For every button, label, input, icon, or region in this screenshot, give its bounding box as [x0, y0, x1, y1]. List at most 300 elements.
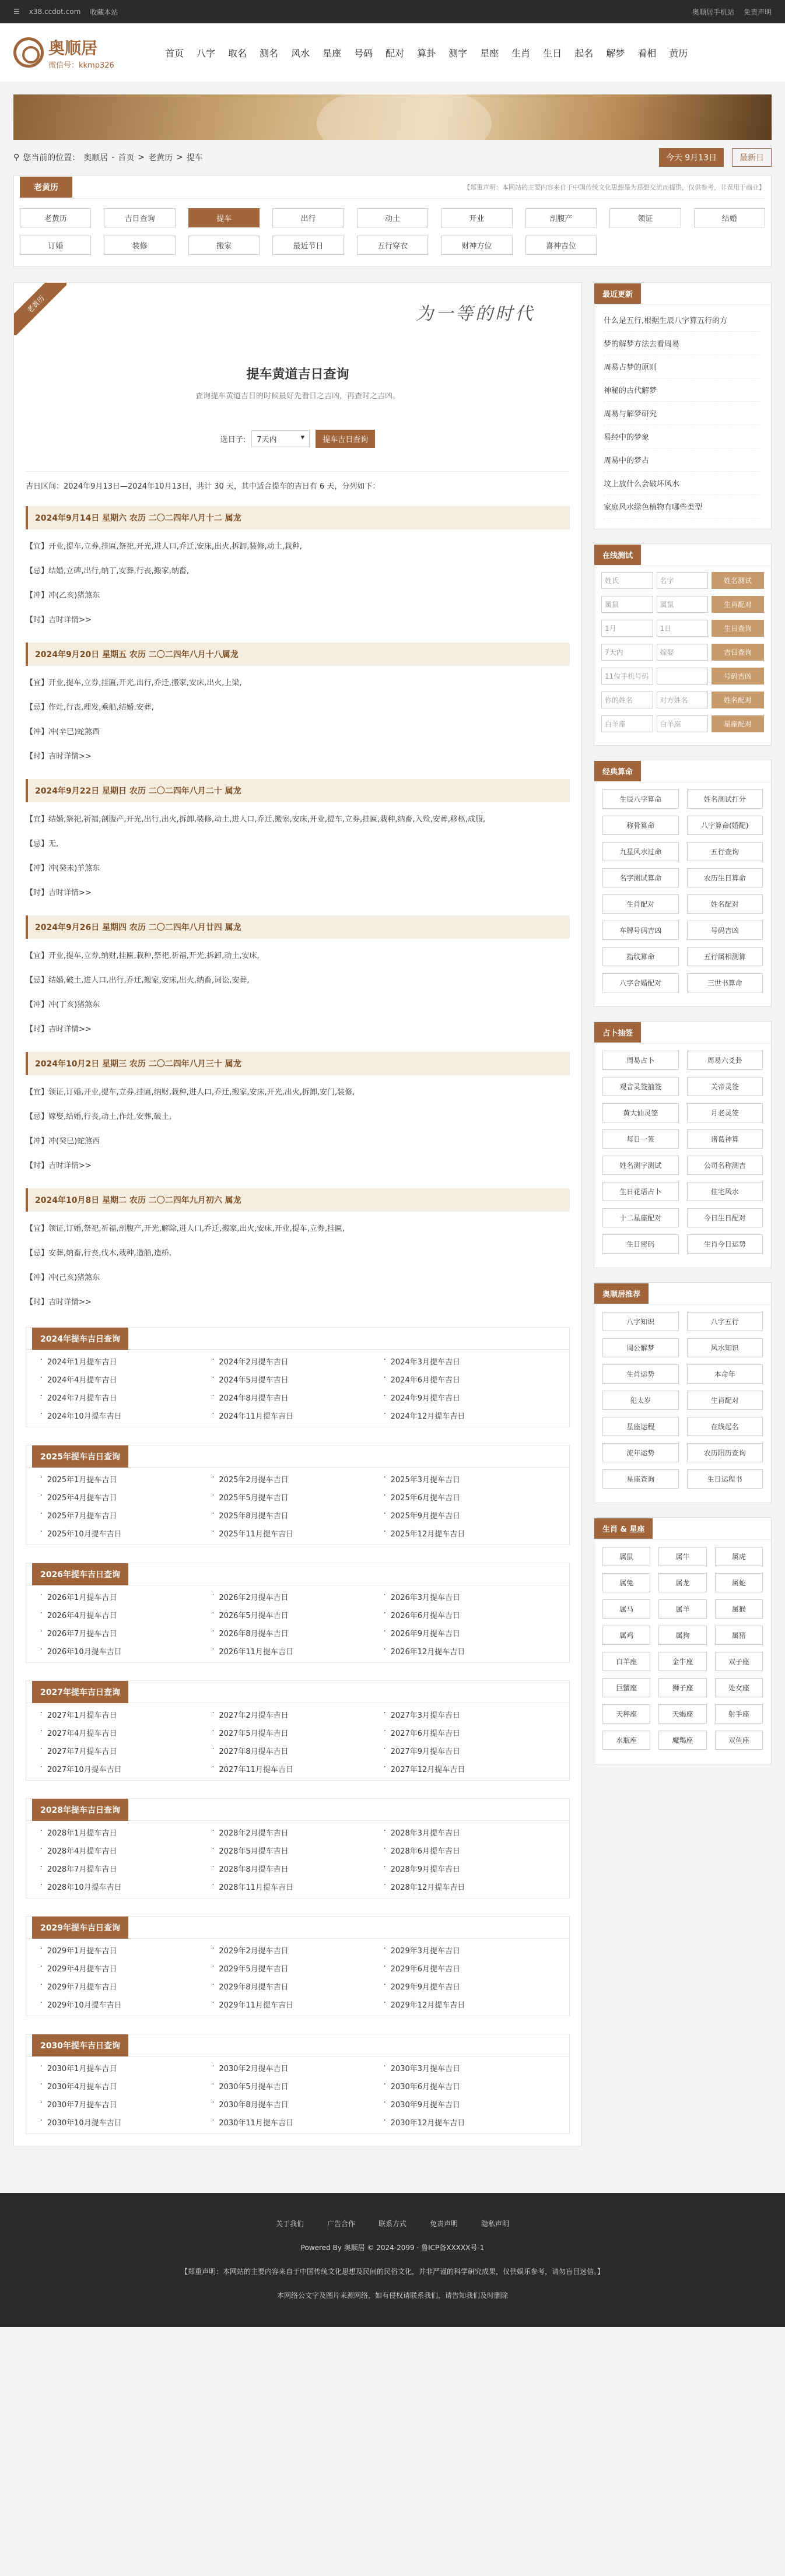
almanac-item[interactable]: 订婚 [20, 236, 91, 255]
day-yi: 【宜】开业,提车,立券,挂匾,祭祀,开光,进人口,乔迁,安床,出火,拆卸,装修,动土,栽种, [26, 542, 302, 551]
month-link[interactable]: · 2030年3月提车吉日 [384, 2062, 555, 2073]
test-field-a[interactable]: 姓氏 [601, 572, 653, 589]
month-link[interactable]: · 2024年9月提车吉日 [384, 1392, 555, 1403]
month-link[interactable]: · 2024年6月提车吉日 [384, 1374, 555, 1385]
month-link[interactable]: · 2027年11月提车吉日 [212, 1763, 383, 1774]
zodiac-item[interactable]: 魔羯座 [658, 1731, 706, 1750]
zodiac-item[interactable]: 狮子座 [658, 1678, 706, 1697]
divin-item[interactable]: 姓名测字测试 [602, 1156, 679, 1175]
crumb-almanac[interactable]: 老黄历 [148, 153, 173, 163]
month-link[interactable]: · 2030年12月提车吉日 [384, 2117, 555, 2128]
nav-item[interactable]: 生肖 [511, 47, 531, 59]
month-link[interactable]: · 2030年5月提车吉日 [212, 2080, 383, 2091]
divin-item[interactable]: 今日生日配对 [687, 1208, 763, 1227]
zodiac-item[interactable]: 属狗 [658, 1626, 706, 1645]
month-link[interactable]: · 2027年2月提车吉日 [212, 1709, 383, 1720]
nav-item[interactable]: 风水 [291, 47, 310, 59]
month-link[interactable]: · 2029年10月提车吉日 [40, 1999, 212, 2010]
footer-link[interactable]: 广告合作 [327, 2220, 355, 2228]
classic-item[interactable]: 九星风水过命 [602, 842, 679, 861]
main-nav [159, 43, 772, 63]
year-block [26, 1680, 570, 1781]
recommend-item[interactable]: 星座运程 [602, 1417, 679, 1436]
header [0, 23, 785, 82]
favorite-link[interactable]: 收藏本站 [90, 8, 118, 16]
month-link[interactable]: · 2026年6月提车吉日 [384, 1609, 555, 1620]
day-shi[interactable]: 【时】吉时详情>> [26, 889, 92, 897]
day-chong: 【冲】冲(辛巳)蛇煞西 [26, 728, 100, 736]
nav-item[interactable]: 看相 [637, 47, 657, 59]
test-button[interactable]: 姓名测试 [712, 572, 764, 589]
nav-item[interactable]: 算卦 [417, 47, 436, 59]
test-field-b[interactable]: 属鼠 [657, 596, 709, 613]
month-link[interactable]: · 2024年12月提车吉日 [384, 1410, 555, 1421]
almanac-item[interactable]: 老黄历 [20, 208, 91, 227]
month-link[interactable]: · 2026年9月提车吉日 [384, 1627, 555, 1638]
month-link[interactable]: · 2027年10月提车吉日 [40, 1763, 212, 1774]
page-title: 提车黄道吉日查询 [246, 367, 349, 382]
month-link[interactable]: · 2030年1月提车吉日 [40, 2062, 212, 2073]
online-title: 在线测试 [594, 545, 641, 565]
recommend-item[interactable]: 本命年 [687, 1364, 763, 1384]
zodiac-box [594, 1517, 772, 1764]
classic-item[interactable]: 称骨算命 [602, 816, 679, 835]
latest-day-button[interactable]: 最新日 [732, 148, 772, 167]
month-link[interactable]: · 2028年1月提车吉日 [40, 1827, 212, 1838]
month-link[interactable]: · 2028年2月提车吉日 [212, 1827, 383, 1838]
nav-item[interactable]: 取名 [228, 47, 247, 59]
month-link[interactable]: · 2029年8月提车吉日 [212, 1981, 383, 1992]
day-chong: 【冲】冲(己亥)猪煞东 [26, 1273, 100, 1282]
test-button[interactable]: 生日查询 [712, 620, 764, 637]
month-link[interactable]: · 2025年5月提车吉日 [212, 1491, 383, 1503]
month-link[interactable]: · 2025年7月提车吉日 [40, 1510, 212, 1521]
zodiac-title: 生肖 & 星座 [594, 1518, 653, 1539]
month-link[interactable]: · 2025年6月提车吉日 [384, 1491, 555, 1503]
almanac-item[interactable]: 结婚 [694, 208, 765, 227]
almanac-item[interactable]: 开业 [441, 208, 512, 227]
recommend-item[interactable]: 星座查询 [602, 1469, 679, 1489]
day-chong: 【冲】冲(癸未)羊煞东 [26, 864, 100, 873]
month-link[interactable]: · 2024年1月提车吉日 [40, 1356, 212, 1367]
month-link[interactable]: · 2027年5月提车吉日 [212, 1727, 383, 1738]
divin-item[interactable]: 生肖今日运势 [687, 1234, 763, 1254]
zodiac-item[interactable]: 属马 [602, 1599, 650, 1619]
month-link[interactable]: · 2028年6月提车吉日 [384, 1845, 555, 1856]
nav-item[interactable]: 首页 [165, 47, 184, 59]
latest-item[interactable]: 梦的解梦方法去看周易 [604, 332, 762, 355]
almanac-item[interactable]: 装修 [104, 236, 175, 255]
latest-item[interactable]: 周易占梦的原则 [604, 355, 762, 378]
recommend-item[interactable]: 在线起名 [687, 1417, 763, 1436]
year-title: 2029年提车吉日查询 [32, 1917, 128, 1939]
month-link[interactable]: · 2024年11月提车吉日 [212, 1410, 383, 1421]
almanac-item[interactable]: 出行 [272, 208, 344, 227]
month-link[interactable]: · 2024年10月提车吉日 [40, 1410, 212, 1421]
month-link[interactable]: · 2029年1月提车吉日 [40, 1945, 212, 1956]
test-field-b[interactable]: 嫁娶 [657, 644, 709, 661]
divin-item[interactable]: 诸葛神算 [687, 1129, 763, 1149]
month-link[interactable]: · 2024年5月提车吉日 [212, 1374, 383, 1385]
test-field-b[interactable]: 对方姓名 [657, 692, 709, 708]
nav-item[interactable]: 八字 [197, 47, 216, 59]
zodiac-item[interactable]: 属牛 [658, 1547, 706, 1566]
test-button[interactable]: 吉日查询 [712, 644, 764, 661]
month-link[interactable]: · 2026年10月提车吉日 [40, 1645, 212, 1656]
month-link[interactable]: · 2029年11月提车吉日 [212, 1999, 383, 2010]
divin-item[interactable]: 公司名称测吉 [687, 1156, 763, 1175]
day-yi: 【宜】领证,订婚,开业,提车,立券,挂匾,纳财,栽种,进人口,乔迁,搬家,安床,开光,出火,拆卸,安门,装修, [26, 1088, 355, 1097]
almanac-item[interactable]: 搬家 [188, 236, 260, 255]
day-chong: 【冲】冲(丁亥)猪煞东 [26, 1001, 100, 1009]
month-link[interactable]: · 2026年7月提车吉日 [40, 1627, 212, 1638]
month-link[interactable]: · 2027年1月提车吉日 [40, 1709, 212, 1720]
zodiac-item[interactable]: 天蝎座 [658, 1704, 706, 1724]
day-list [26, 506, 570, 1310]
month-link[interactable]: · 2027年12月提车吉日 [384, 1763, 555, 1774]
almanac-item[interactable]: 动土 [357, 208, 428, 227]
month-link[interactable]: · 2030年11月提车吉日 [212, 2117, 383, 2128]
divin-item[interactable]: 十二星座配对 [602, 1208, 679, 1227]
year-block [26, 1916, 570, 2016]
calligraphy-banner: 为一等的时代 [416, 304, 535, 324]
day-shi[interactable]: 【时】吉时详情>> [26, 616, 92, 624]
zodiac-item[interactable]: 处女座 [715, 1678, 763, 1697]
crumb-index[interactable]: 首页 [118, 153, 135, 163]
recommend-item[interactable]: 生肖配对 [687, 1391, 763, 1410]
day-block [26, 915, 570, 1037]
test-field-b[interactable] [657, 668, 709, 685]
month-link[interactable]: · 2029年4月提车吉日 [40, 1963, 212, 1974]
month-link[interactable]: · 2029年7月提车吉日 [40, 1981, 212, 1992]
test-button[interactable]: 星座配对 [712, 715, 764, 732]
classic-item[interactable]: 指纹算命 [602, 947, 679, 966]
classic-item[interactable]: 五行查询 [687, 842, 763, 861]
month-link[interactable]: · 2025年3月提车吉日 [384, 1473, 555, 1484]
almanac-grid [20, 199, 765, 255]
month-link[interactable]: · 2024年2月提车吉日 [212, 1356, 383, 1367]
latest-item[interactable]: 周易与解梦研究 [604, 402, 762, 425]
logo-icon [13, 37, 44, 68]
almanac-item[interactable]: 剖腹产 [525, 208, 597, 227]
range-summary: 吉日区间：2024年9月13日—2024年10月13日，共计 30 天，其中适合提车的吉日有 6 天，分列如下： [26, 471, 570, 491]
zodiac-item[interactable]: 白羊座 [602, 1652, 650, 1671]
month-link[interactable]: · 2027年3月提车吉日 [384, 1709, 555, 1720]
month-link[interactable]: · 2030年2月提车吉日 [212, 2062, 383, 2073]
test-field-b[interactable]: 1日 [657, 620, 709, 637]
classic-item[interactable]: 农历生日算命 [687, 868, 763, 887]
nav-item[interactable]: 配对 [386, 47, 405, 59]
footer [0, 2193, 785, 2327]
month-link[interactable]: · 2029年6月提车吉日 [384, 1963, 555, 1974]
year-grid [26, 1585, 569, 1662]
test-field-b[interactable]: 白羊座 [657, 715, 709, 732]
chevron-down-icon: ▾ [300, 433, 305, 442]
month-link[interactable]: · 2025年10月提车吉日 [40, 1528, 212, 1539]
month-link[interactable]: · 2030年4月提车吉日 [40, 2080, 212, 2091]
month-link[interactable]: · 2024年4月提车吉日 [40, 1374, 212, 1385]
month-link[interactable]: · 2024年8月提车吉日 [212, 1392, 383, 1403]
divin-item[interactable]: 每日一签 [602, 1129, 679, 1149]
divin-item[interactable]: 生日花语占卜 [602, 1182, 679, 1201]
test-field-a[interactable]: 11位手机号码 [601, 668, 653, 685]
classic-title: 经典算命 [594, 761, 641, 781]
month-link[interactable]: · 2030年9月提车吉日 [384, 2098, 555, 2110]
site-domain: x38.ccdot.com [29, 8, 81, 16]
zodiac-item[interactable]: 属猪 [715, 1626, 763, 1645]
month-link[interactable]: · 2028年9月提车吉日 [384, 1863, 555, 1874]
month-link[interactable]: · 2025年1月提车吉日 [40, 1473, 212, 1484]
disclaimer-link[interactable]: 免责声明 [743, 8, 772, 16]
zodiac-item[interactable]: 天秤座 [602, 1704, 650, 1724]
year-block [26, 2034, 570, 2134]
month-link[interactable]: · 2028年8月提车吉日 [212, 1863, 383, 1874]
latest-item[interactable]: 神秘的古代解梦 [604, 378, 762, 402]
test-field-a[interactable]: 7天内 [601, 644, 653, 661]
almanac-item[interactable]: 五行穿衣 [357, 236, 428, 255]
divin-item[interactable]: 周易六爻卦 [687, 1051, 763, 1070]
classic-item[interactable]: 号码吉凶 [687, 921, 763, 940]
test-button[interactable]: 号码吉凶 [712, 668, 764, 685]
footer-link[interactable]: 联系方式 [378, 2220, 406, 2228]
month-link[interactable]: · 2028年10月提车吉日 [40, 1881, 212, 1892]
recommend-item[interactable]: 生肖运势 [602, 1364, 679, 1384]
month-link[interactable]: · 2026年11月提车吉日 [212, 1645, 383, 1656]
test-field-a[interactable]: 白羊座 [601, 715, 653, 732]
nav-item[interactable]: 起名 [574, 47, 594, 59]
month-link[interactable]: · 2028年7月提车吉日 [40, 1863, 212, 1874]
top-bar [0, 0, 785, 23]
year-title: 2028年提车吉日查询 [32, 1799, 128, 1821]
month-link[interactable]: · 2025年8月提车吉日 [212, 1510, 383, 1521]
month-link[interactable]: · 2025年12月提车吉日 [384, 1528, 555, 1539]
day-block [26, 1188, 570, 1310]
recommend-item[interactable]: 生日运程书 [687, 1469, 763, 1489]
classic-item[interactable]: 名字测试算命 [602, 868, 679, 887]
divin-item[interactable]: 黄大仙灵签 [602, 1103, 679, 1122]
nav-item[interactable]: 生日 [543, 47, 562, 59]
year-header [26, 1681, 569, 1703]
sidebar [594, 282, 772, 1778]
zodiac-item[interactable]: 巨蟹座 [602, 1678, 650, 1697]
day-shi[interactable]: 【时】吉时详情>> [26, 1298, 92, 1307]
month-link[interactable]: · 2026年12月提车吉日 [384, 1645, 555, 1656]
day-chong: 【冲】冲(乙亥)猪煞东 [26, 591, 100, 600]
almanac-item[interactable]: 最近节日 [272, 236, 344, 255]
month-link[interactable]: · 2029年2月提车吉日 [212, 1945, 383, 1956]
month-link[interactable]: · 2027年7月提车吉日 [40, 1745, 212, 1756]
nav-item[interactable]: 测字 [448, 47, 468, 59]
month-link[interactable]: · 2027年9月提车吉日 [384, 1745, 555, 1756]
zodiac-item[interactable]: 属蛇 [715, 1573, 763, 1592]
zodiac-item[interactable]: 属羊 [658, 1599, 706, 1619]
almanac-note: 【郑重声明：本网站的主要内容来自于中国传统文化思想是为思想交流而提供，仅供参考，非误用于商业】 [464, 183, 765, 191]
test-field-a[interactable]: 你的姓名 [601, 692, 653, 708]
recommend-item[interactable]: 八字知识 [602, 1312, 679, 1331]
classic-item[interactable]: 五行属相测算 [687, 947, 763, 966]
latest-item[interactable]: 易经中的梦象 [604, 425, 762, 448]
month-link[interactable]: · 2026年5月提车吉日 [212, 1609, 383, 1620]
almanac-item[interactable]: 喜神吉位 [525, 236, 597, 255]
month-link[interactable]: · 2027年4月提车吉日 [40, 1727, 212, 1738]
classic-item[interactable]: 姓名配对 [687, 894, 763, 914]
footer-link[interactable]: 隐私声明 [481, 2220, 510, 2228]
menu-icon[interactable]: ☰ [13, 8, 20, 16]
recommend-item[interactable]: 犯太岁 [602, 1391, 679, 1410]
month-link[interactable]: · 2028年3月提车吉日 [384, 1827, 555, 1838]
month-link[interactable]: · 2025年4月提车吉日 [40, 1491, 212, 1503]
year-header [26, 1917, 569, 1939]
classic-item[interactable]: 八字算命(婚配) [687, 816, 763, 835]
day-yi: 【宜】结婚,祭祀,祈福,剖腹产,开光,出行,出火,拆卸,装修,动土,进人口,乔迁,搬家,安床,开业,提车,立券,挂匾,栽种,纳畜,入殓,安葬,移柩,成服, [26, 815, 486, 824]
day-chong: 【冲】冲(癸巳)蛇煞西 [26, 1137, 100, 1146]
latest-item[interactable]: 什么是五行,根据生辰八字算五行的方 [604, 308, 762, 332]
classic-item[interactable]: 生辰八字算命 [602, 789, 679, 809]
day-shi[interactable]: 【时】吉时详情>> [26, 1025, 92, 1034]
divin-item[interactable]: 关帝灵签 [687, 1077, 763, 1096]
year-title: 2025年提车吉日查询 [32, 1445, 128, 1468]
day-shi[interactable]: 【时】吉时详情>> [26, 1161, 92, 1170]
month-link[interactable]: · 2026年3月提车吉日 [384, 1591, 555, 1602]
month-link[interactable]: · 2027年8月提车吉日 [212, 1745, 383, 1756]
classic-item[interactable]: 生肖配对 [602, 894, 679, 914]
zodiac-item[interactable]: 属鼠 [602, 1547, 650, 1566]
month-link[interactable]: · 2025年2月提车吉日 [212, 1473, 383, 1484]
zodiac-item[interactable]: 属龙 [658, 1573, 706, 1592]
month-link[interactable]: · 2030年6月提车吉日 [384, 2080, 555, 2091]
divin-item[interactable]: 观音灵签抽签 [602, 1077, 679, 1096]
year-grid [26, 1939, 569, 2016]
month-link[interactable]: · 2030年8月提车吉日 [212, 2098, 383, 2110]
divin-item[interactable]: 月老灵签 [687, 1103, 763, 1122]
latest-item[interactable]: 周易中的梦占 [604, 448, 762, 472]
month-link[interactable]: · 2026年8月提车吉日 [212, 1627, 383, 1638]
classic-item[interactable]: 姓名测试打分 [687, 789, 763, 809]
month-link[interactable]: · 2026年1月提车吉日 [40, 1591, 212, 1602]
month-link[interactable]: · 2029年9月提车吉日 [384, 1981, 555, 1992]
zodiac-item[interactable]: 属鸡 [602, 1626, 650, 1645]
almanac-tag: 老黄历 [20, 177, 72, 198]
year-title: 2027年提车吉日查询 [32, 1681, 128, 1703]
day-shi[interactable]: 【时】吉时详情>> [26, 752, 92, 761]
test-field-a[interactable]: 属鼠 [601, 596, 653, 613]
logo-sub: 微信号：kkmp326 [48, 61, 114, 70]
almanac-item[interactable]: 财神方位 [441, 236, 512, 255]
test-field-a[interactable]: 1月 [601, 620, 653, 637]
classic-item[interactable]: 三世书算命 [687, 973, 763, 992]
zodiac-item[interactable]: 属猴 [715, 1599, 763, 1619]
classic-item[interactable]: 车牌号码吉凶 [602, 921, 679, 940]
almanac-item[interactable]: 提车 [188, 208, 260, 227]
logo[interactable] [13, 36, 159, 70]
nav-item[interactable]: 测名 [260, 47, 279, 59]
test-button[interactable]: 生肖配对 [712, 596, 764, 613]
nav-item[interactable]: 解梦 [606, 47, 625, 59]
recommend-item[interactable]: 风水知识 [687, 1338, 763, 1357]
month-link[interactable]: · 2029年3月提车吉日 [384, 1945, 555, 1956]
month-link[interactable]: · 2029年12月提车吉日 [384, 1999, 555, 2010]
nav-item[interactable]: 星座 [323, 47, 342, 59]
zodiac-item[interactable]: 金牛座 [658, 1652, 706, 1671]
crumb-current: 提车 [186, 153, 203, 163]
query-button[interactable]: 提车吉日查询 [316, 430, 375, 448]
footer-link[interactable]: 免责声明 [430, 2220, 458, 2228]
day-ji: 【忌】结婚,立碑,出行,纳丁,安葬,行丧,搬家,纳畜, [26, 567, 190, 575]
day-header: 2024年9月22日 星期日 农历 二〇二四年八月二十 属龙 [26, 779, 570, 802]
month-link[interactable]: · 2028年5月提车吉日 [212, 1845, 383, 1856]
footer-link[interactable]: 关于我们 [275, 2220, 304, 2228]
divin-item[interactable]: 住宅风水 [687, 1182, 763, 1201]
zodiac-item[interactable]: 射手座 [715, 1704, 763, 1724]
month-link[interactable]: · 2029年5月提车吉日 [212, 1963, 383, 1974]
month-link[interactable]: · 2026年4月提车吉日 [40, 1609, 212, 1620]
divination-title: 占卜抽签 [594, 1022, 641, 1043]
recommend-item[interactable]: 周公解梦 [602, 1338, 679, 1357]
divin-item[interactable]: 周易占卜 [602, 1051, 679, 1070]
test-field-b[interactable]: 名字 [657, 572, 709, 589]
month-link[interactable]: · 2030年10月提车吉日 [40, 2117, 212, 2128]
range-select[interactable]: 7天内 ▾ [251, 430, 310, 447]
nav-item[interactable]: 黄历 [669, 47, 688, 59]
recommend-box [594, 1282, 772, 1503]
latest-item[interactable]: 坟上放什么会破坏风水 [604, 472, 762, 495]
day-yi: 【宜】领证,订婚,祭祀,祈福,剖腹产,开光,解除,进人口,乔迁,搬家,出火,安床,开业,提车,立券,挂匾, [26, 1224, 345, 1233]
nav-item[interactable]: 号码 [354, 47, 373, 59]
divin-item[interactable]: 生日密码 [602, 1234, 679, 1254]
year-title: 2030年提车吉日查询 [32, 2034, 128, 2056]
mobile-site-link[interactable]: 奥顺居手机站 [692, 8, 734, 16]
latest-title: 最近更新 [594, 283, 641, 304]
day-yi: 【宜】开业,提车,立券,纳财,挂匾,栽种,祭祀,祈福,开光,拆卸,动土,安床, [26, 952, 260, 960]
month-link[interactable]: · 2028年4月提车吉日 [40, 1845, 212, 1856]
classic-box [594, 760, 772, 1007]
month-link[interactable]: · 2024年7月提车吉日 [40, 1392, 212, 1403]
page-desc: 查询提车黄道吉日的时候最好先看日之吉凶，再查时之吉凶。 [195, 392, 400, 401]
month-link[interactable]: · 2028年11月提车吉日 [212, 1881, 383, 1892]
zodiac-item[interactable]: 属虎 [715, 1547, 763, 1566]
month-link[interactable]: · 2025年9月提车吉日 [384, 1510, 555, 1521]
almanac-item[interactable]: 吉日查询 [104, 208, 175, 227]
corner-ribbon: 老黄历 [14, 283, 66, 335]
zodiac-item[interactable]: 水瓶座 [602, 1731, 650, 1750]
zodiac-item[interactable]: 双鱼座 [715, 1731, 763, 1750]
day-yi: 【宜】开业,提车,立券,挂匾,开光,出行,乔迁,搬家,安床,出火,上梁, [26, 679, 242, 687]
latest-item[interactable]: 家庭风水绿色植物有哪些类型 [604, 495, 762, 518]
zodiac-item[interactable]: 双子座 [715, 1652, 763, 1671]
main-content [13, 282, 582, 2146]
today-badge: 今天 9月13日 [659, 148, 724, 167]
breadcrumb: ⚲ 您当前的位置： 奥顺居 - 首页 > 老黄历 > 提车 今天 9月13日 最新日 [13, 140, 772, 175]
month-link[interactable]: · 2027年6月提车吉日 [384, 1727, 555, 1738]
nav-item[interactable]: 星座 [480, 47, 499, 59]
almanac-item[interactable]: 领证 [609, 208, 681, 227]
month-link[interactable]: · 2028年12月提车吉日 [384, 1881, 555, 1892]
classic-item[interactable]: 八字合婚配对 [602, 973, 679, 992]
month-link[interactable]: · 2030年7月提车吉日 [40, 2098, 212, 2110]
crumb-home[interactable]: 奥顺居 [83, 153, 108, 163]
day-ji: 【忌】安葬,纳畜,行丧,伐木,栽种,造船,造桥, [26, 1249, 171, 1258]
test-button[interactable]: 姓名配对 [712, 692, 764, 708]
recommend-item[interactable]: 流年运势 [602, 1443, 679, 1462]
recommend-item[interactable]: 八字五行 [687, 1312, 763, 1331]
month-link[interactable]: · 2026年2月提车吉日 [212, 1591, 383, 1602]
recommend-item[interactable]: 农历阳历查询 [687, 1443, 763, 1462]
zodiac-item[interactable]: 属兔 [602, 1573, 650, 1592]
month-link[interactable]: · 2025年11月提车吉日 [212, 1528, 383, 1539]
day-ji: 【忌】无, [26, 840, 59, 848]
year-header [26, 1563, 569, 1585]
month-link[interactable]: · 2024年3月提车吉日 [384, 1356, 555, 1367]
